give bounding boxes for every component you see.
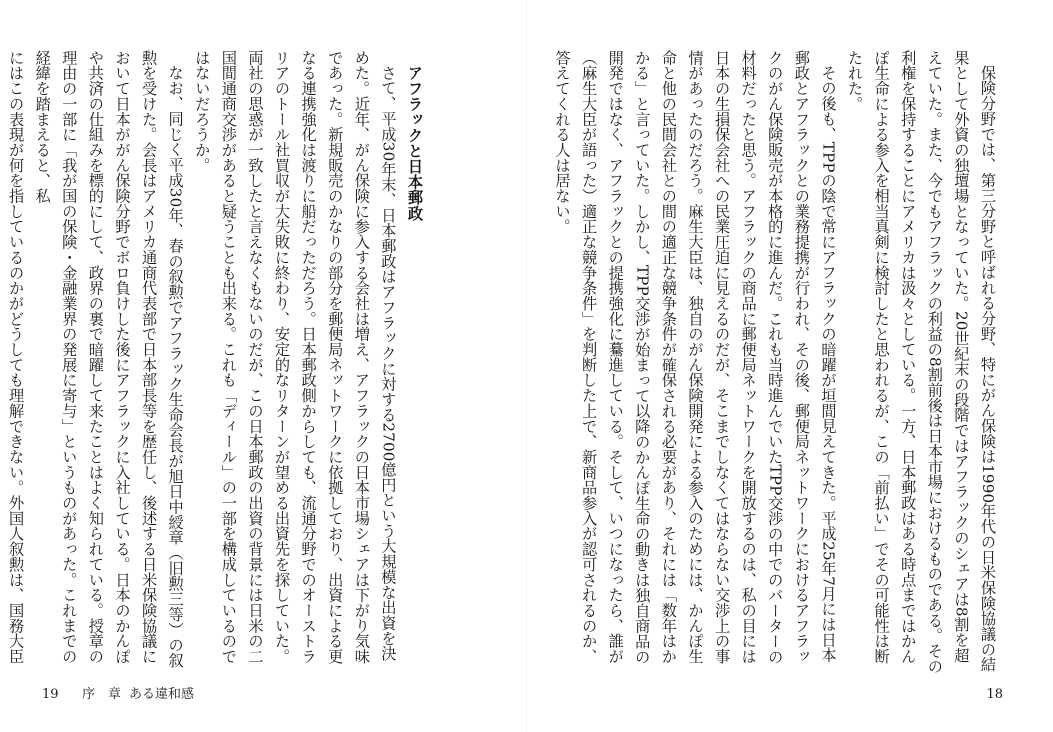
- right-paragraph-1: 保険分野では、第三分野と呼ばれる分野、特にがん保険は1990年代の日米保険協議の結果として外資の独壇場となっていた。20世紀末の段階ではアフラックのシェアは8割を超えていた。また、今でもアフラックの利益の8割前後は日本市場におけるものである。その利権を保持することにアメリカは汲々としている。一方、日本郵政はある時点まではかんぽ生命による参入を相当真剣に検討したと思われるが、この「前払い」でその可能性は断たれた。: [846, 50, 997, 674]
- right-page-body: [553, 50, 1001, 674]
- right-page-number: 18: [986, 687, 1003, 702]
- left-page-body: [7, 50, 428, 674]
- running-head-title: ある違和感: [129, 687, 195, 702]
- left-paragraph-2: なお、同じく平成30年、春の叙勲でアフラック生命会長が旭日中綬章（旧勲三等）の叙勲を受けた。会長はアメリカ通商代表部で日本部長等を歴任し、後述する日米保険協議において日本ががん保険分野でボロ負けした後にアフラックに入社している。日本のかんぽや共済の仕組みを標的にして、政界の裏で暗躍して来たことはよく知られている。授章の理由の一部に「我が国の保険・金融業界の発展に寄与」というものがあった。これまでの経緯を踏まえると、私: [33, 50, 185, 669]
- left-paragraph-continued: にはこの表現が何を指しているのかがどうしても理解できない。外国人叙勲は、国務大臣: [7, 50, 26, 664]
- left-page: [0, 0, 526, 732]
- left-heading: アフラックと日本郵政: [406, 65, 424, 222]
- right-paragraph-2: その後も、TPPの陰で常にアフラックの暗躍が垣間見えてきた。平成25年7月には日本郵政とアフラックとの業務提携が行われ、その後、郵便局ネットワークにおけるアフラックのがん保険販売が本格的に進んだ。これも当時進んでいたTPP交渉の中でのバーターの材料だったと思う。アフラックの商品に郵便局ネットワークを開放するのは、私の目には日本の生損保会社への民業圧迫に見えるのだが、そこまでしなくてはならない交渉上の事情があったのだろう。麻生大臣は、独自のがん保険開発による参入のためには、かんぽ生命と他の民間会社との間の適正な競争条件が確保される必要があり、それには「数年はかかる」と言っていた。しかし、TPP交渉が始まって以降のかんぽ生命の動きは独自商品の開発ではなく、アフラックとの提携強化に驀進している。そして、いつになったら、誰が（麻生大臣が語った）適正な競争条件」を判断した上で、新商品参入が認可されるのか、答えてくれる人は居ない。: [553, 50, 838, 665]
- left-paragraph-1: さて、平成30年末、日本郵政はアフラックに対する2700億円という大規模な出資を決めた。近年、がん保険に参入する会社は増え、アフラックの日本市場シェアは下がり気味であった。新規販売のかなりの部分を郵便局ネットワークに依拠しており、出資による更なる連携強化は渡りに船だっただろう。日本郵政側からしても、流通分野でのオーストラリアのトール社買収が大失敗に終わり、安定的なリターンが望める出資先を探していた。両社の思惑が一致したと言えなくもないのだが、この日本郵政の出資の背景には日米の二国間通商交渉があると疑うことも出来る。これも「ディール」の一部を構成しているのではないだろうか。: [193, 50, 398, 664]
- left-page-number: 19: [42, 687, 59, 702]
- running-head-chapter: 序 章: [82, 687, 122, 702]
- right-page: [527, 0, 1053, 732]
- running-head: [82, 683, 202, 702]
